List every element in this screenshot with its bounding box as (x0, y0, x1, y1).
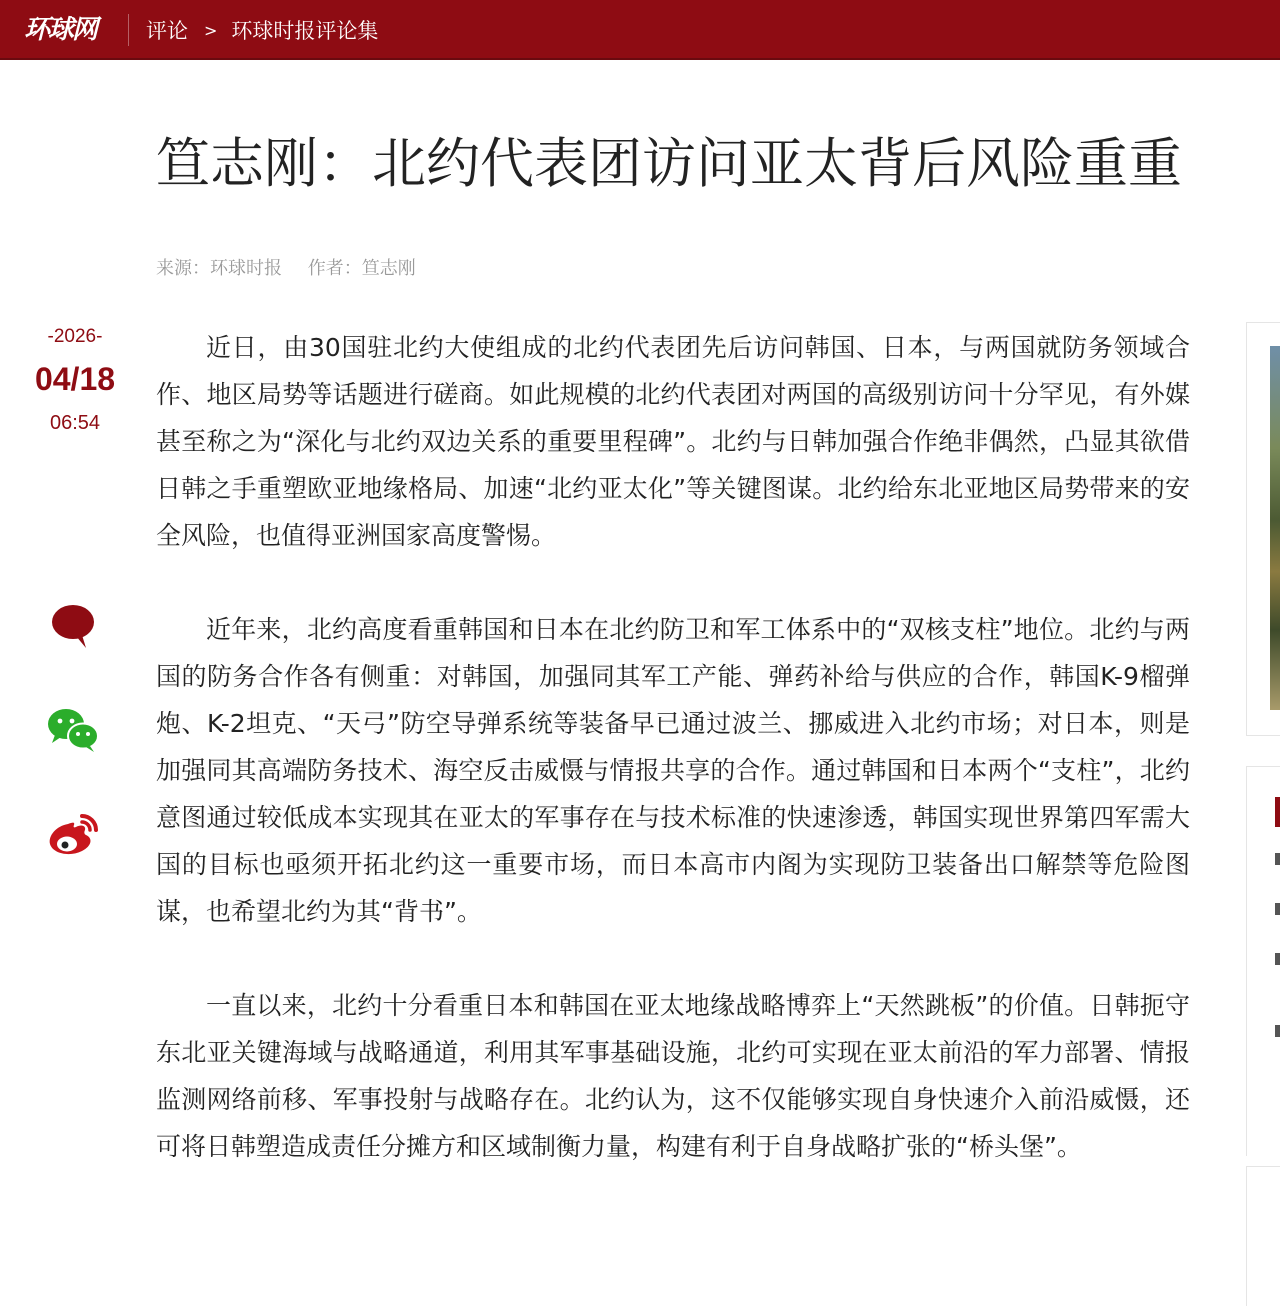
sidebar-list-item[interactable] (1275, 1025, 1280, 1037)
article-meta (156, 254, 436, 280)
sidebar-section-marker (1275, 797, 1280, 827)
wechat-icon[interactable] (46, 706, 100, 754)
breadcrumb-subsection-link[interactable]: 环球时报评论集 (231, 19, 379, 43)
sidebar-thumbnail[interactable] (1270, 346, 1280, 710)
sidebar-list-item[interactable] (1275, 953, 1280, 965)
site-logo[interactable]: 环球网 (24, 15, 97, 45)
article-paragraph: 一直以来，北约十分看重日本和韩国在亚太地缘战略博弈上“天然跳板”的价值。日韩扼守东北亚关键海域与战略通道，利用其军事基础设施，北约可实现在亚太前沿的军力部署、情报监测网络前移、军事投射与战略存在。北约认为，这不仅能够实现自身快速介入前沿威慑，还可将日韩塑造成责任分摊方和区域制衡力量，构建有利于自身战略扩张的“桥头堡”。 (156, 991, 1190, 1161)
topbar-divider (128, 14, 129, 46)
breadcrumb-separator: > (204, 20, 218, 40)
sidebar-list-item[interactable] (1275, 903, 1280, 915)
article-paragraph: 近年来，北约高度看重韩国和日本在北约防卫和军工体系中的“双核支柱”地位。北约与两国的防务合作各有侧重：对韩国，加强同其军工产能、弹药补给与供应的合作，韩国K-9榴弹炮、K-2坦克、“天弓”防空导弹系统等装备早已通过波兰、挪威进入北约市场；对日本，则是加强同其高端防务技术、海空反击威慑与情报共享的合作。通过韩国和日本两个“支柱”，北约意图通过较低成本实现其在亚太的军事存在与技术标准的快速渗透，韩国实现世界第四军需大国的目标也亟须开拓北约这一重要市场，而日本高市内阁为实现防卫装备出口解禁等危险图谋，也希望北约为其“背书”。 (156, 615, 1190, 926)
article-title: 笪志刚：北约代表团访问亚太背后风险重重 (156, 132, 1182, 195)
sidebar-panel-2 (1246, 1166, 1280, 1306)
breadcrumb (146, 14, 378, 46)
publish-time: 06:54 (49, 412, 101, 434)
sidebar-list-panel (1246, 766, 1280, 1156)
comment-icon[interactable] (46, 602, 100, 650)
article-paragraph: 近日，由30国驻北约大使组成的北约代表团先后访问韩国、日本，与两国就防务领域合作、地区局势等话题进行磋商。如此规模的北约代表团对两国的高级别访问十分罕见，有外媒甚至称之为“深化与北约双边关系的重要里程碑”。北约与日韩加强合作绝非偶然，凸显其欲借日韩之手重塑欧亚地缘格局、加速“北约亚太化”等关键图谋。北约给东北亚地区局势带来的安全风险，也值得亚洲国家高度警惕。 (156, 333, 1190, 550)
breadcrumb-section-link[interactable]: 评论 (146, 19, 188, 43)
sidebar-list-item[interactable] (1275, 853, 1280, 865)
weibo-icon[interactable] (46, 810, 100, 858)
publish-date (20, 322, 130, 440)
publish-month-day: 04/18 (34, 361, 116, 397)
article-source: 来源：环球时报 (156, 258, 282, 279)
article-body (156, 324, 1190, 1217)
publish-year: -2026- (47, 326, 103, 347)
top-navigation-bar (0, 0, 1280, 60)
article-author: 作者：笪志刚 (307, 258, 416, 279)
